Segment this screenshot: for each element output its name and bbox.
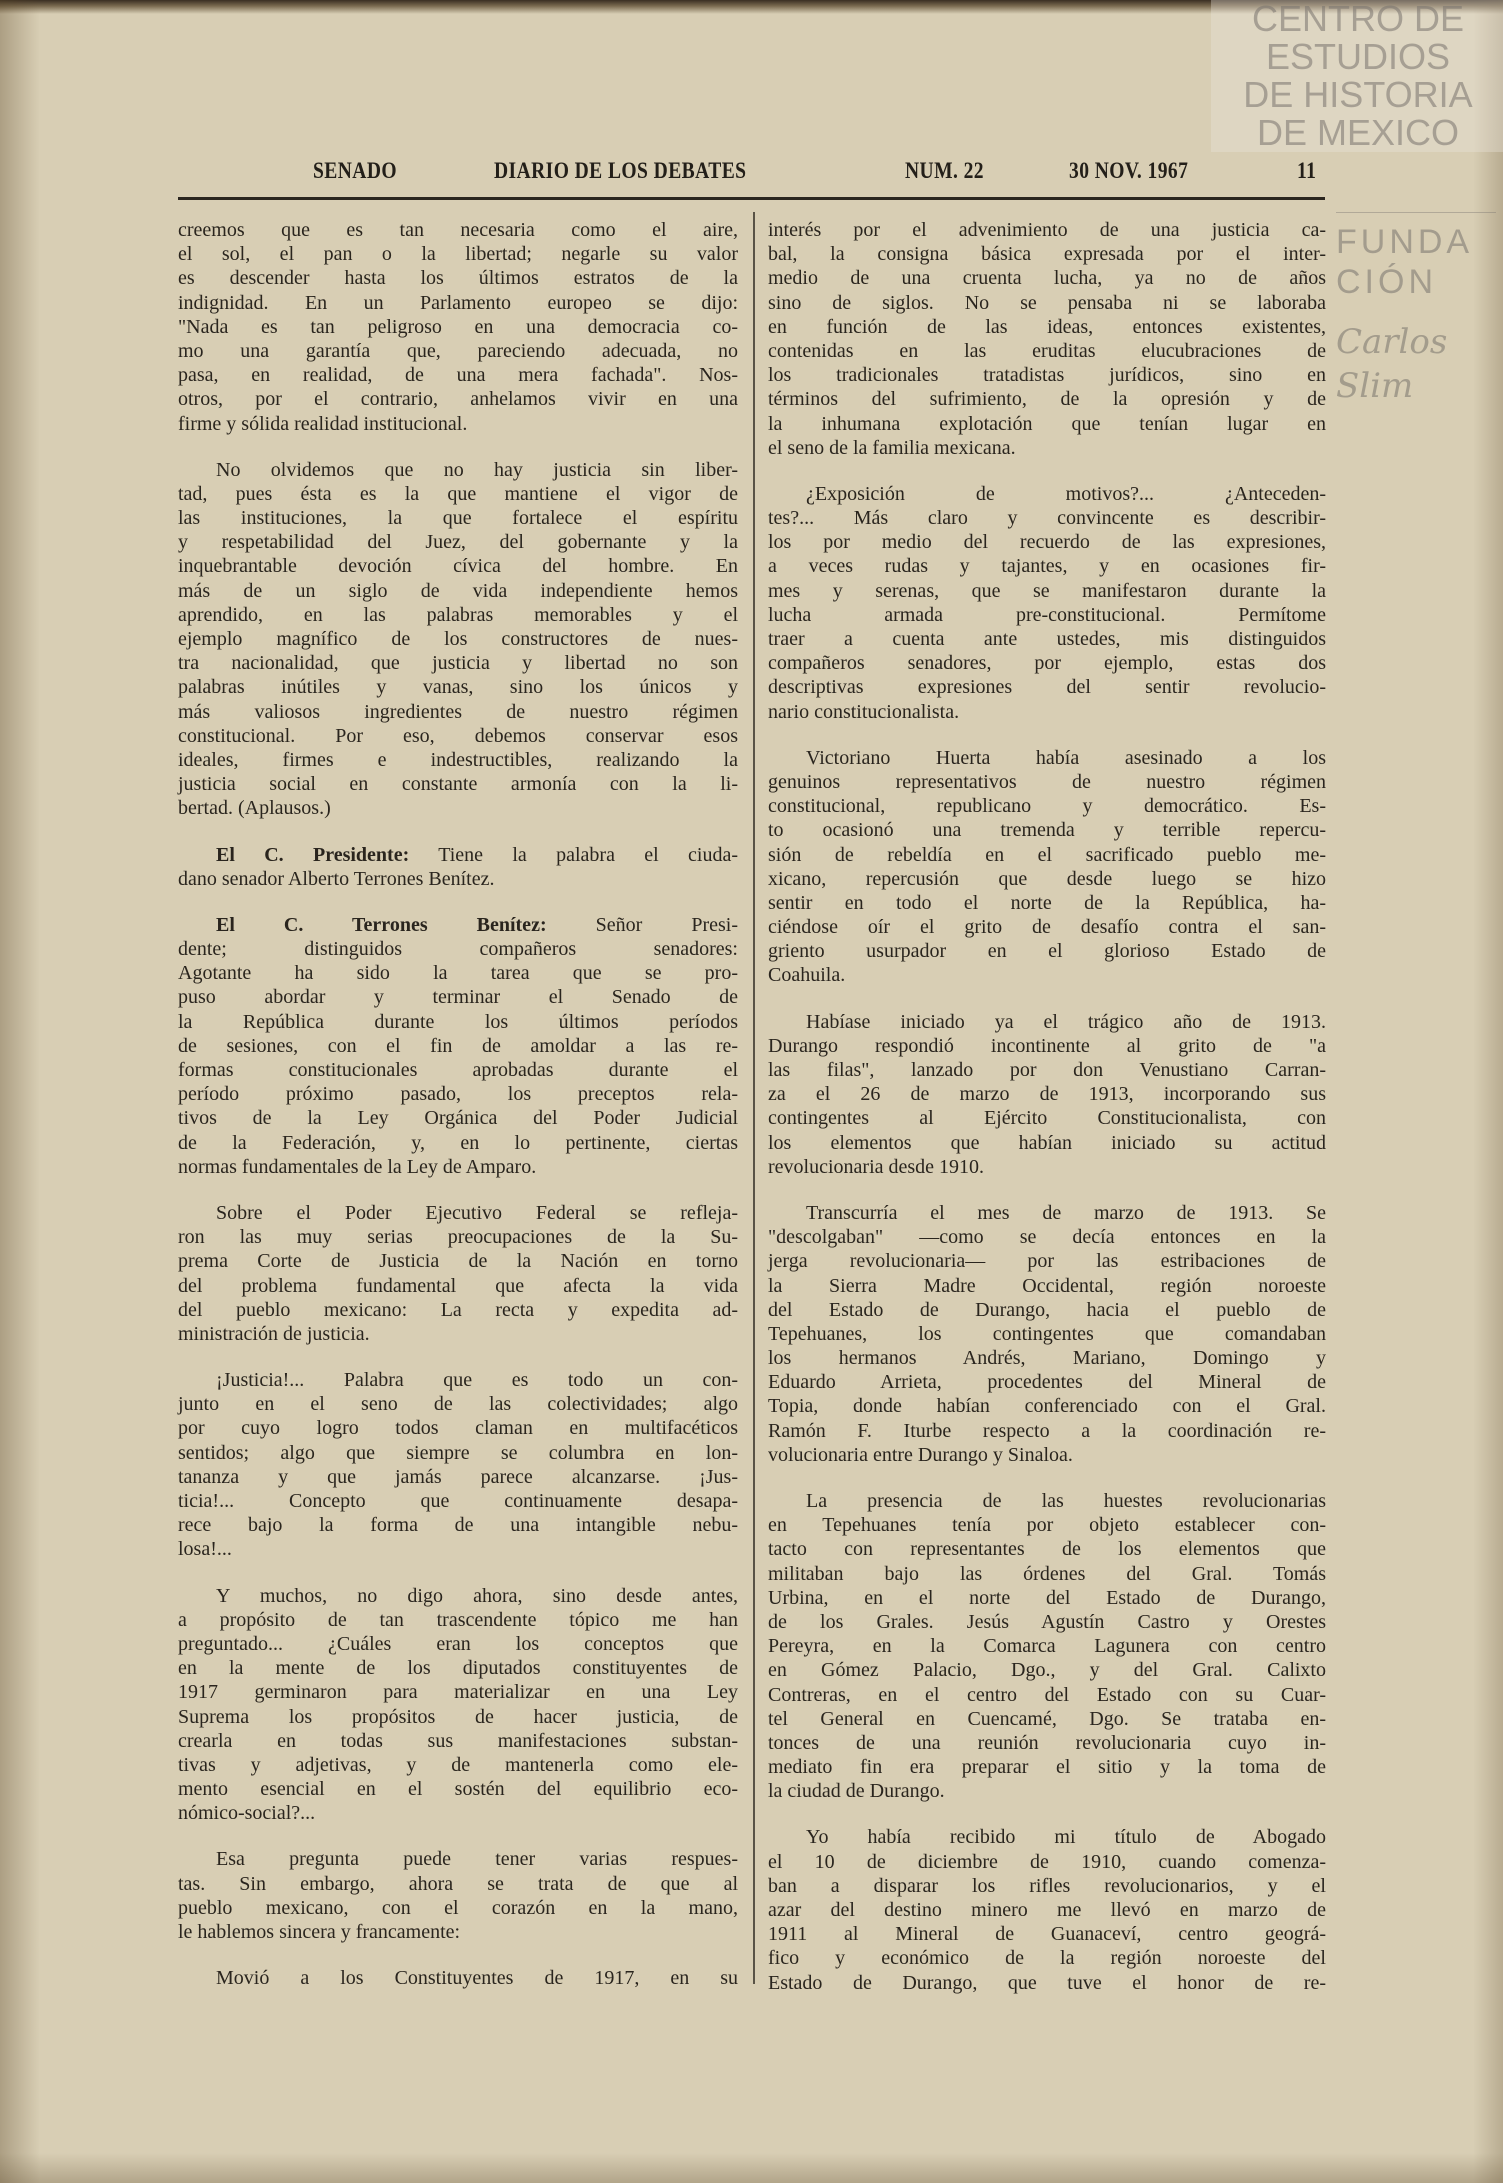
text-line: normas fundamentales de la Ley de Amparo.: [178, 1155, 537, 1178]
right-column: [768, 218, 1326, 2017]
watermark-line: DE HISTORIA: [1243, 74, 1473, 115]
text-line: Suprema los propósitos de hacer justicia, de: [178, 1705, 738, 1728]
text-line: puso abordar y terminar el Senado de: [178, 986, 738, 1009]
text-line: en Gómez Palacio, Dgo., y del Gral. Calixto: [768, 1659, 1326, 1682]
header-section: SENADO: [313, 158, 398, 183]
text-line: ¡Justicia!... Palabra que es todo un con-: [216, 1369, 738, 1392]
text-line: las filas", lanzado por don Venustiano Carran-: [768, 1059, 1326, 1081]
text-line: de los Grales. Jesús Agustín Castro y Orestes: [768, 1610, 1326, 1633]
text-line: Ramón F. Iturbe respecto a la coordinación re-: [768, 1419, 1326, 1442]
text-line: crearla en todas sus manifestaciones substan-: [178, 1729, 738, 1752]
text-line: fico y económico de la región noroeste del: [768, 1947, 1326, 1970]
header-date: 30 NOV. 1967: [1069, 158, 1189, 183]
text-line: traer a cuenta ante ustedes, mis distinguidos: [768, 628, 1326, 650]
text-line: 1917 germinaron para materializar en una Ley: [178, 1681, 738, 1704]
text-line: tacto con representantes de los elementos que: [768, 1538, 1326, 1561]
page-number: 11: [1297, 158, 1317, 183]
text-line: Yo había recibido mi título de Abogado: [806, 1826, 1326, 1849]
text-line: Contreras, en el centro del Estado con su Cuar-: [768, 1683, 1326, 1706]
text-line: Victoriano Huerta había asesinado a los: [806, 746, 1326, 769]
paragraph: [768, 746, 1326, 988]
text-line: sión de rebeldía en el sacrificado pueblo me-: [768, 843, 1326, 866]
text-line: Sobre el Poder Ejecutivo Federal se refleja-: [216, 1201, 738, 1224]
text-line: ¿Exposición de motivos?... ¿Anteceden-: [806, 482, 1326, 505]
text-line: Agotante ha sido la tarea que se pro-: [178, 962, 738, 985]
text-line: "Nada es tan peligroso en una democracia co-: [178, 315, 738, 338]
text-line: ministración de justicia.: [178, 1322, 370, 1345]
text-line: No olvidemos que no hay justicia sin liber-: [216, 458, 738, 481]
text-line: tad, pues ésta es la que mantiene el vigor de: [178, 482, 738, 505]
text-line: del problema fundamental que afecta la vida: [178, 1274, 738, 1297]
text-line: formas constitucionales aprobadas durante el: [178, 1059, 738, 1081]
text-line: Habíase iniciado ya el trágico año de 1913.: [806, 1010, 1326, 1033]
text-line: constitucional, republicano y democrático. Es-: [768, 795, 1326, 818]
text-line: lucha armada pre-constitucional. Permítome: [768, 603, 1326, 626]
text-line: más valiosos ingredientes de nuestro régimen: [178, 700, 738, 723]
paragraph: [178, 1201, 738, 1346]
text-line: pueblo mexicano, con el corazón en la mano,: [178, 1896, 738, 1919]
text-line: indignidad. En un Parlamento europeo se dijo:: [178, 291, 738, 314]
text-line: Durango respondió incontinente al grito de "a: [768, 1034, 1326, 1057]
text-line: en la mente de los diputados constituyentes de: [178, 1657, 738, 1680]
text-line: las instituciones, la que fortalece el espíritu: [178, 507, 738, 530]
left-column: [178, 218, 738, 2012]
text-line: nómico-social?...: [178, 1802, 316, 1825]
text-line: Y muchos, no digo ahora, sino desde antes,: [216, 1584, 738, 1607]
text-line: 1911 al Mineral de Guanaceví, centro geográ-: [768, 1923, 1326, 1946]
speaker-name: El C. Presidente:: [216, 843, 410, 866]
speaker-name: El C. Terrones Benítez:: [216, 913, 547, 936]
text-line: tivas y adjetivas, y de mantenerla como ele-: [178, 1753, 738, 1776]
paragraph: [178, 843, 738, 891]
text-line: términos del sufrimiento, de la opresión y de: [768, 388, 1326, 411]
text-line: to ocasionó una tremenda y terrible repercu-: [768, 819, 1326, 842]
text-line: el sol, el pan o la libertad; negarle su valor: [178, 243, 738, 266]
text-line: la inhumana explotación que tenían lugar en: [768, 412, 1326, 435]
text-line: ron las muy serias preocupaciones de la Su-: [178, 1226, 738, 1249]
text-line: justicia social en constante armonía con la li-: [178, 773, 738, 796]
watermark-line: CENTRO DE: [1251, 0, 1464, 39]
text-line: dente; distinguidos compañeros senadores:: [178, 938, 738, 961]
text-line: Eduardo Arrieta, procedentes del Mineral de: [768, 1371, 1326, 1394]
text-line: "descolgaban" —como se decía entonces en la: [768, 1226, 1326, 1249]
text-line: Esa pregunta puede tener varias respues-: [216, 1848, 738, 1871]
text-line: sentidos; algo que siempre se columbra en lon-: [178, 1441, 738, 1464]
text-line: jerga revolucionaria— por las estribaciones de: [768, 1250, 1326, 1273]
text-line: la Sierra Madre Occidental, región noroeste: [768, 1274, 1326, 1297]
text-line: es descender hasta los últimos estratos de la: [178, 267, 738, 290]
text-line: la República durante los últimos períodos: [178, 1010, 738, 1033]
text-line: revolucionaria desde 1910.: [768, 1155, 985, 1178]
text-line: medio de una cruenta lucha, ya no de años: [768, 267, 1326, 290]
text-line: dano senador Alberto Terrones Benítez.: [178, 867, 495, 890]
paragraph: [178, 1847, 738, 1944]
text-line: ban a disparar los rifles revolucionarios, y el: [768, 1874, 1326, 1897]
header-number: NUM. 22: [905, 158, 984, 183]
text-line: aprendido, en las palabras memorables y el: [178, 603, 738, 626]
paragraph: [178, 913, 738, 1179]
text-line: preguntado... ¿Cuáles eran los conceptos que: [178, 1632, 738, 1655]
speech-text: Señor Presi-: [546, 913, 738, 936]
text-line: tes?... Más claro y convincente es describir-: [768, 507, 1326, 530]
paragraph: [768, 218, 1326, 460]
text-line: mediato fin era preparar el sitio y la toma de: [768, 1756, 1326, 1779]
text-line: contenidas en las eruditas elucubraciones de: [768, 339, 1326, 362]
text-line: pasa, en realidad, de una mera fachada". Nos-: [178, 364, 738, 387]
paragraph: [768, 1489, 1326, 1803]
text-line: tas. Sin embargo, ahora se trata de que al: [178, 1872, 738, 1895]
text-line: prema Corte de Justicia de la Nación en torno: [178, 1250, 738, 1273]
text-line: más de un siglo de vida independiente hemos: [178, 579, 738, 602]
text-line: creemos que es tan necesaria como el aire,: [178, 219, 738, 241]
text-line: mes y serenas, que se manifestaron durante la: [768, 579, 1326, 602]
text-line: [178, 913, 738, 937]
text-line: contingentes al Ejército Constitucionalista, con: [768, 1107, 1326, 1130]
paragraph: [178, 1966, 738, 1990]
text-line: el 10 de diciembre de 1910, cuando comenza-: [768, 1850, 1326, 1873]
text-line: sino de siglos. No se pensaba ni se laboraba: [768, 291, 1326, 314]
paragraph: [768, 1010, 1326, 1179]
text-line: a propósito de tan trascendente tópico me han: [178, 1608, 738, 1631]
text-line: y respetabilidad del Juez, del gobernante y la: [178, 531, 738, 554]
text-line: sentir en todo el norte de la República, ha-: [768, 891, 1326, 914]
watermark-signature: Carlos Slim: [1336, 322, 1448, 406]
paragraph: [178, 1368, 738, 1562]
text-line: tivos de la Ley Orgánica del Poder Judicial: [178, 1107, 738, 1130]
watermark-line: ESTUDIOS: [1265, 36, 1451, 77]
text-line: de sesiones, con el fin de amoldar a las re-: [178, 1034, 738, 1057]
text-line: los por medio del recuerdo de las expresiones,: [768, 531, 1326, 554]
text-line: firme y sólida realidad institucional.: [178, 412, 468, 435]
text-line: Coahuila.: [768, 964, 846, 987]
text-line: Urbina, en el norte del Estado de Durango,: [768, 1586, 1326, 1609]
text-line: nario constitucionalista.: [768, 700, 960, 723]
paragraph: [178, 1584, 738, 1826]
speech-text: Tiene la palabra el ciuda-: [409, 843, 738, 866]
text-line: interés por el advenimiento de una justicia ca-: [768, 219, 1326, 241]
text-line: griento usurpador en el glorioso Estado de: [768, 940, 1326, 963]
text-line: le hablemos sincera y francamente:: [178, 1921, 461, 1943]
text-line: Estado de Durango, que tuve el honor de re-: [768, 1971, 1326, 1994]
text-line: Transcurría el mes de marzo de 1913. Se: [806, 1201, 1326, 1224]
paragraph: [768, 1825, 1326, 1994]
header-publication: DIARIO DE LOS DEBATES: [494, 158, 747, 183]
text-line: ejemplo magnífico de los constructores de nues-: [178, 628, 738, 650]
text-line: tel General en Cuencamé, Dgo. Se trataba en-: [768, 1707, 1326, 1730]
text-line: [178, 843, 738, 867]
text-line: rece bajo la forma de una intangible nebu-: [178, 1514, 738, 1537]
watermark-divider: [1336, 212, 1496, 213]
text-line: azar del destino minero me llevó en marzo de: [768, 1899, 1326, 1921]
text-line: compañeros senadores, por ejemplo, estas dos: [768, 652, 1326, 675]
text-line: junto en el seno de las colectividades; algo: [178, 1393, 738, 1416]
paragraph: [768, 1201, 1326, 1467]
column-divider: [753, 212, 755, 1984]
text-line: del pueblo mexicano: La recta y expedita ad-: [178, 1298, 738, 1321]
text-line: inquebrantable devoción cívica del hombre. En: [178, 555, 738, 578]
text-line: Topia, donde habían conferenciado con el Gral.: [768, 1395, 1326, 1418]
text-line: de la Federación, y, en lo pertinente, ciertas: [178, 1131, 738, 1154]
text-line: los elementos que habían iniciado su actitud: [768, 1131, 1326, 1154]
text-line: za el 26 de marzo de 1913, incorporando sus: [768, 1083, 1326, 1106]
text-line: la ciudad de Durango.: [768, 1780, 945, 1803]
text-line: constitucional. Por eso, debemos conservar esos: [178, 724, 738, 747]
text-line: tra nacionalidad, que justicia y libertad no son: [178, 652, 738, 675]
text-line: ideales, firmes e indestructibles, realizando la: [178, 748, 738, 771]
text-line: en función de las ideas, entonces existentes,: [768, 315, 1326, 338]
text-line: Movió a los Constituyentes de 1917, en su: [216, 1967, 738, 1990]
text-line: en Tepehuanes tenía por objeto establecer con-: [768, 1514, 1326, 1537]
header-rule: [178, 197, 1325, 200]
text-line: período próximo pasado, los preceptos rela-: [178, 1083, 738, 1106]
text-line: ticia!... Concepto que continuamente desapa-: [178, 1490, 738, 1512]
text-line: volucionaria entre Durango y Sinaloa.: [768, 1443, 1073, 1466]
text-line: militaban bajo las órdenes del Gral. Tomás: [768, 1562, 1326, 1585]
text-line: mento esencial en el sostén del equilibrio eco-: [178, 1778, 738, 1801]
text-line: del Estado de Durango, hacia el pueblo de: [768, 1298, 1326, 1321]
text-line: tananza y que jamás parece alcanzarse. ¡Jus-: [178, 1465, 738, 1488]
paragraph: [178, 458, 738, 821]
text-line: palabras inútiles y vanas, sino los únicos y: [178, 676, 738, 699]
text-line: xicano, repercusión que desde luego se hizo: [768, 867, 1326, 890]
text-line: mo una garantía que, pareciendo adecuada, no: [178, 339, 738, 362]
paragraph: [768, 482, 1326, 724]
text-line: Pereyra, en la Comarca Lagunera con centro: [768, 1635, 1326, 1658]
text-line: bertad. (Aplausos.): [178, 797, 331, 820]
text-line: por cuyo logro todos claman en multifacéticos: [178, 1417, 738, 1440]
watermark-line: DE MEXICO: [1256, 112, 1460, 153]
text-line: los tradicionales tratadistas jurídicos, sino en: [768, 364, 1326, 387]
text-line: los hermanos Andrés, Mariano, Domingo y: [768, 1347, 1326, 1370]
text-line: otros, por el contrario, anhelamos vivir en una: [178, 388, 738, 411]
text-line: descriptivas expresiones del sentir revolucio-: [768, 676, 1326, 699]
text-line: Tepehuanes, los contingentes que comandaban: [768, 1322, 1326, 1345]
text-line: losa!...: [178, 1538, 232, 1561]
text-line: tonces de una reunión revolucionaria cuyo in-: [768, 1731, 1326, 1754]
text-line: bal, la consigna básica expresada por el inter-: [768, 243, 1326, 266]
text-line: el seno de la familia mexicana.: [768, 436, 1016, 459]
watermark-foundation: FUNDACIÓN: [1336, 223, 1474, 301]
paragraph: [178, 218, 738, 436]
text-line: La presencia de las huestes revolucionarias: [806, 1490, 1326, 1512]
text-line: genuinos representativos de nuestro régimen: [768, 770, 1326, 793]
text-line: a veces rudas y tajantes, y en ocasiones fir-: [768, 555, 1326, 578]
text-line: ciéndose oír el grito de desafío contra el san-: [768, 916, 1326, 939]
